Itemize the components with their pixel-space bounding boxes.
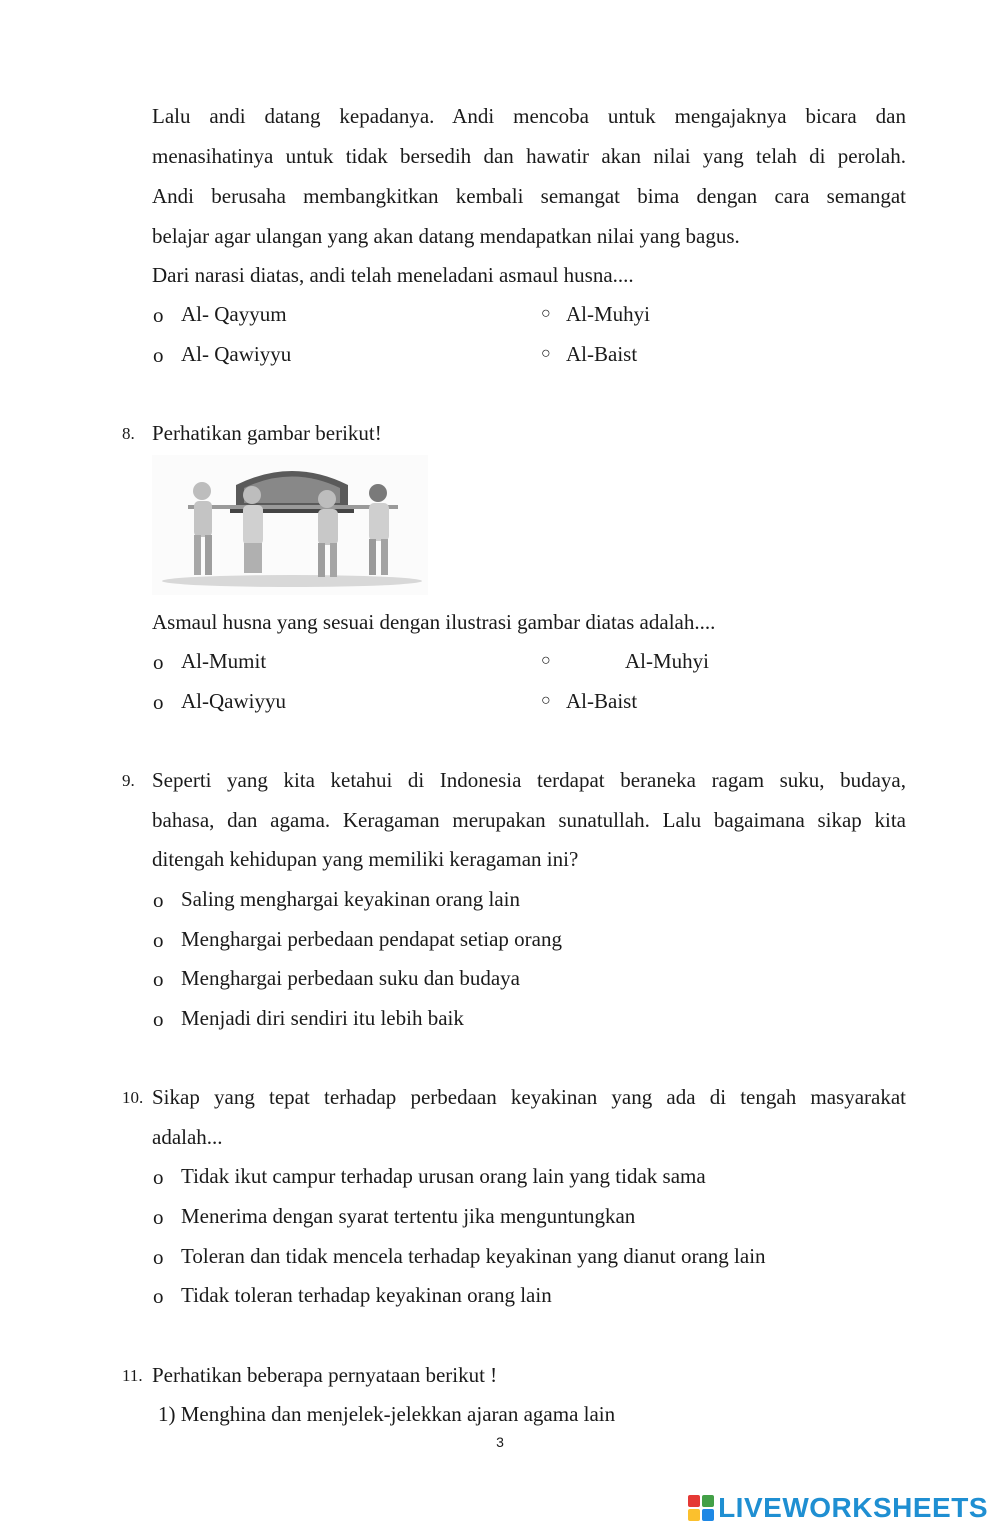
q8-prompt: Perhatikan gambar berikut! [152,421,382,445]
q7-line-3: Andi berusaha membangkitkan kembali semangat bima dengan cara semangat [152,184,906,208]
q7-line-1: Lalu andi datang kepadanya. Andi mencoba untuk mengajaknya bicara dan [152,104,906,128]
q8-number: 8. [122,424,135,443]
q8-question: Asmaul husna yang sesuai dengan ilustrasi gambar diatas adalah.... [152,610,716,634]
q9-option-c-bullet[interactable]: o [153,967,164,991]
q10-option-c[interactable]: Toleran dan tidak mencela terhadap keyakinan yang dianut orang lain [181,1244,766,1268]
q11-number: 11. [122,1366,143,1385]
q9-option-a[interactable]: Saling menghargai keyakinan orang lain [181,887,521,911]
logo-square-green [702,1495,714,1507]
logo-square-blue [702,1509,714,1521]
q10-option-d-bullet[interactable]: o [153,1284,164,1308]
q9-option-b-bullet[interactable]: o [153,928,164,952]
q8-option-d[interactable]: Al-Baist [566,689,638,713]
q11-prompt: Perhatikan beberapa pernyataan berikut ! [152,1363,498,1387]
q9-line-3: ditengah kehidupan yang memiliki keragaman ini? [152,847,579,871]
funeral-procession-illustration [152,455,428,595]
q10-option-c-bullet[interactable]: o [153,1245,164,1269]
q8-option-b-bullet[interactable]: ○ [541,652,551,669]
liveworksheets-brand[interactable] [688,1491,988,1525]
q8-option-c-bullet[interactable]: o [153,690,164,714]
q9-number: 9. [122,771,135,790]
q7-option-b-bullet[interactable]: ○ [541,305,551,322]
q9-option-b[interactable]: Menghargai perbedaan pendapat setiap orang [181,927,562,951]
q8-option-b[interactable]: Al-Muhyi [625,649,709,673]
q10-line-2: adalah... [152,1125,223,1149]
liveworksheets-logo-icon [688,1495,714,1521]
liveworksheets-wordmark: LIVEWORKSHEETS [718,1492,988,1523]
q10-option-d[interactable]: Tidak toleran terhadap keyakinan orang lain [181,1283,552,1307]
logo-square-red [688,1495,700,1507]
q7-option-a-bullet[interactable]: o [153,303,164,327]
q8-option-c[interactable]: Al-Qawiyyu [181,689,286,713]
q10-option-b[interactable]: Menerima dengan syarat tertentu jika menguntungkan [181,1204,636,1228]
q7-line-4: belajar agar ulangan yang akan datang mendapatkan nilai yang bagus. [152,224,740,248]
logo-square-yellow [688,1509,700,1521]
q7-option-d-bullet[interactable]: ○ [541,345,551,362]
q8-option-a[interactable]: Al-Mumit [181,649,267,673]
q7-line-2: menasihatinya untuk tidak bersedih dan hawatir akan nilai yang telah di perolah. [152,144,906,168]
q11-statement-1: 1) Menghina dan menjelek-jelekkan ajaran agama lain [158,1402,616,1426]
q10-option-a[interactable]: Tidak ikut campur terhadap urusan orang lain yang tidak sama [181,1164,706,1188]
q9-line-2: bahasa, dan agama. Keragaman merupakan sunatullah. Lalu bagaimana sikap kita [152,808,906,832]
q7-question: Dari narasi diatas, andi telah meneladani asmaul husna.... [152,263,634,287]
q10-option-a-bullet[interactable]: o [153,1165,164,1189]
q9-option-a-bullet[interactable]: o [153,888,164,912]
q10-number: 10. [122,1088,144,1107]
q9-option-d-bullet[interactable]: o [153,1007,164,1031]
q10-option-b-bullet[interactable]: o [153,1205,164,1229]
q7-option-d[interactable]: Al-Baist [566,342,638,366]
q7-option-c[interactable]: Al- Qawiyyu [181,342,292,366]
q9-option-c[interactable]: Menghargai perbedaan suku dan budaya [181,966,520,990]
q9-option-d[interactable]: Menjadi diri sendiri itu lebih baik [181,1006,464,1030]
q7-option-a[interactable]: Al- Qayyum [181,302,287,326]
q8-option-a-bullet[interactable]: o [153,650,164,674]
q10-line-1: Sikap yang tepat terhadap perbedaan keyakinan yang ada di tengah masyarakat [152,1085,906,1109]
q9-line-1: Seperti yang kita ketahui di Indonesia terdapat beraneka ragam suku, budaya, [152,768,906,792]
page-number: 3 [496,1434,504,1450]
q7-option-b[interactable]: Al-Muhyi [566,302,650,326]
q8-option-d-bullet[interactable]: ○ [541,692,551,709]
q7-option-c-bullet[interactable]: o [153,343,164,367]
